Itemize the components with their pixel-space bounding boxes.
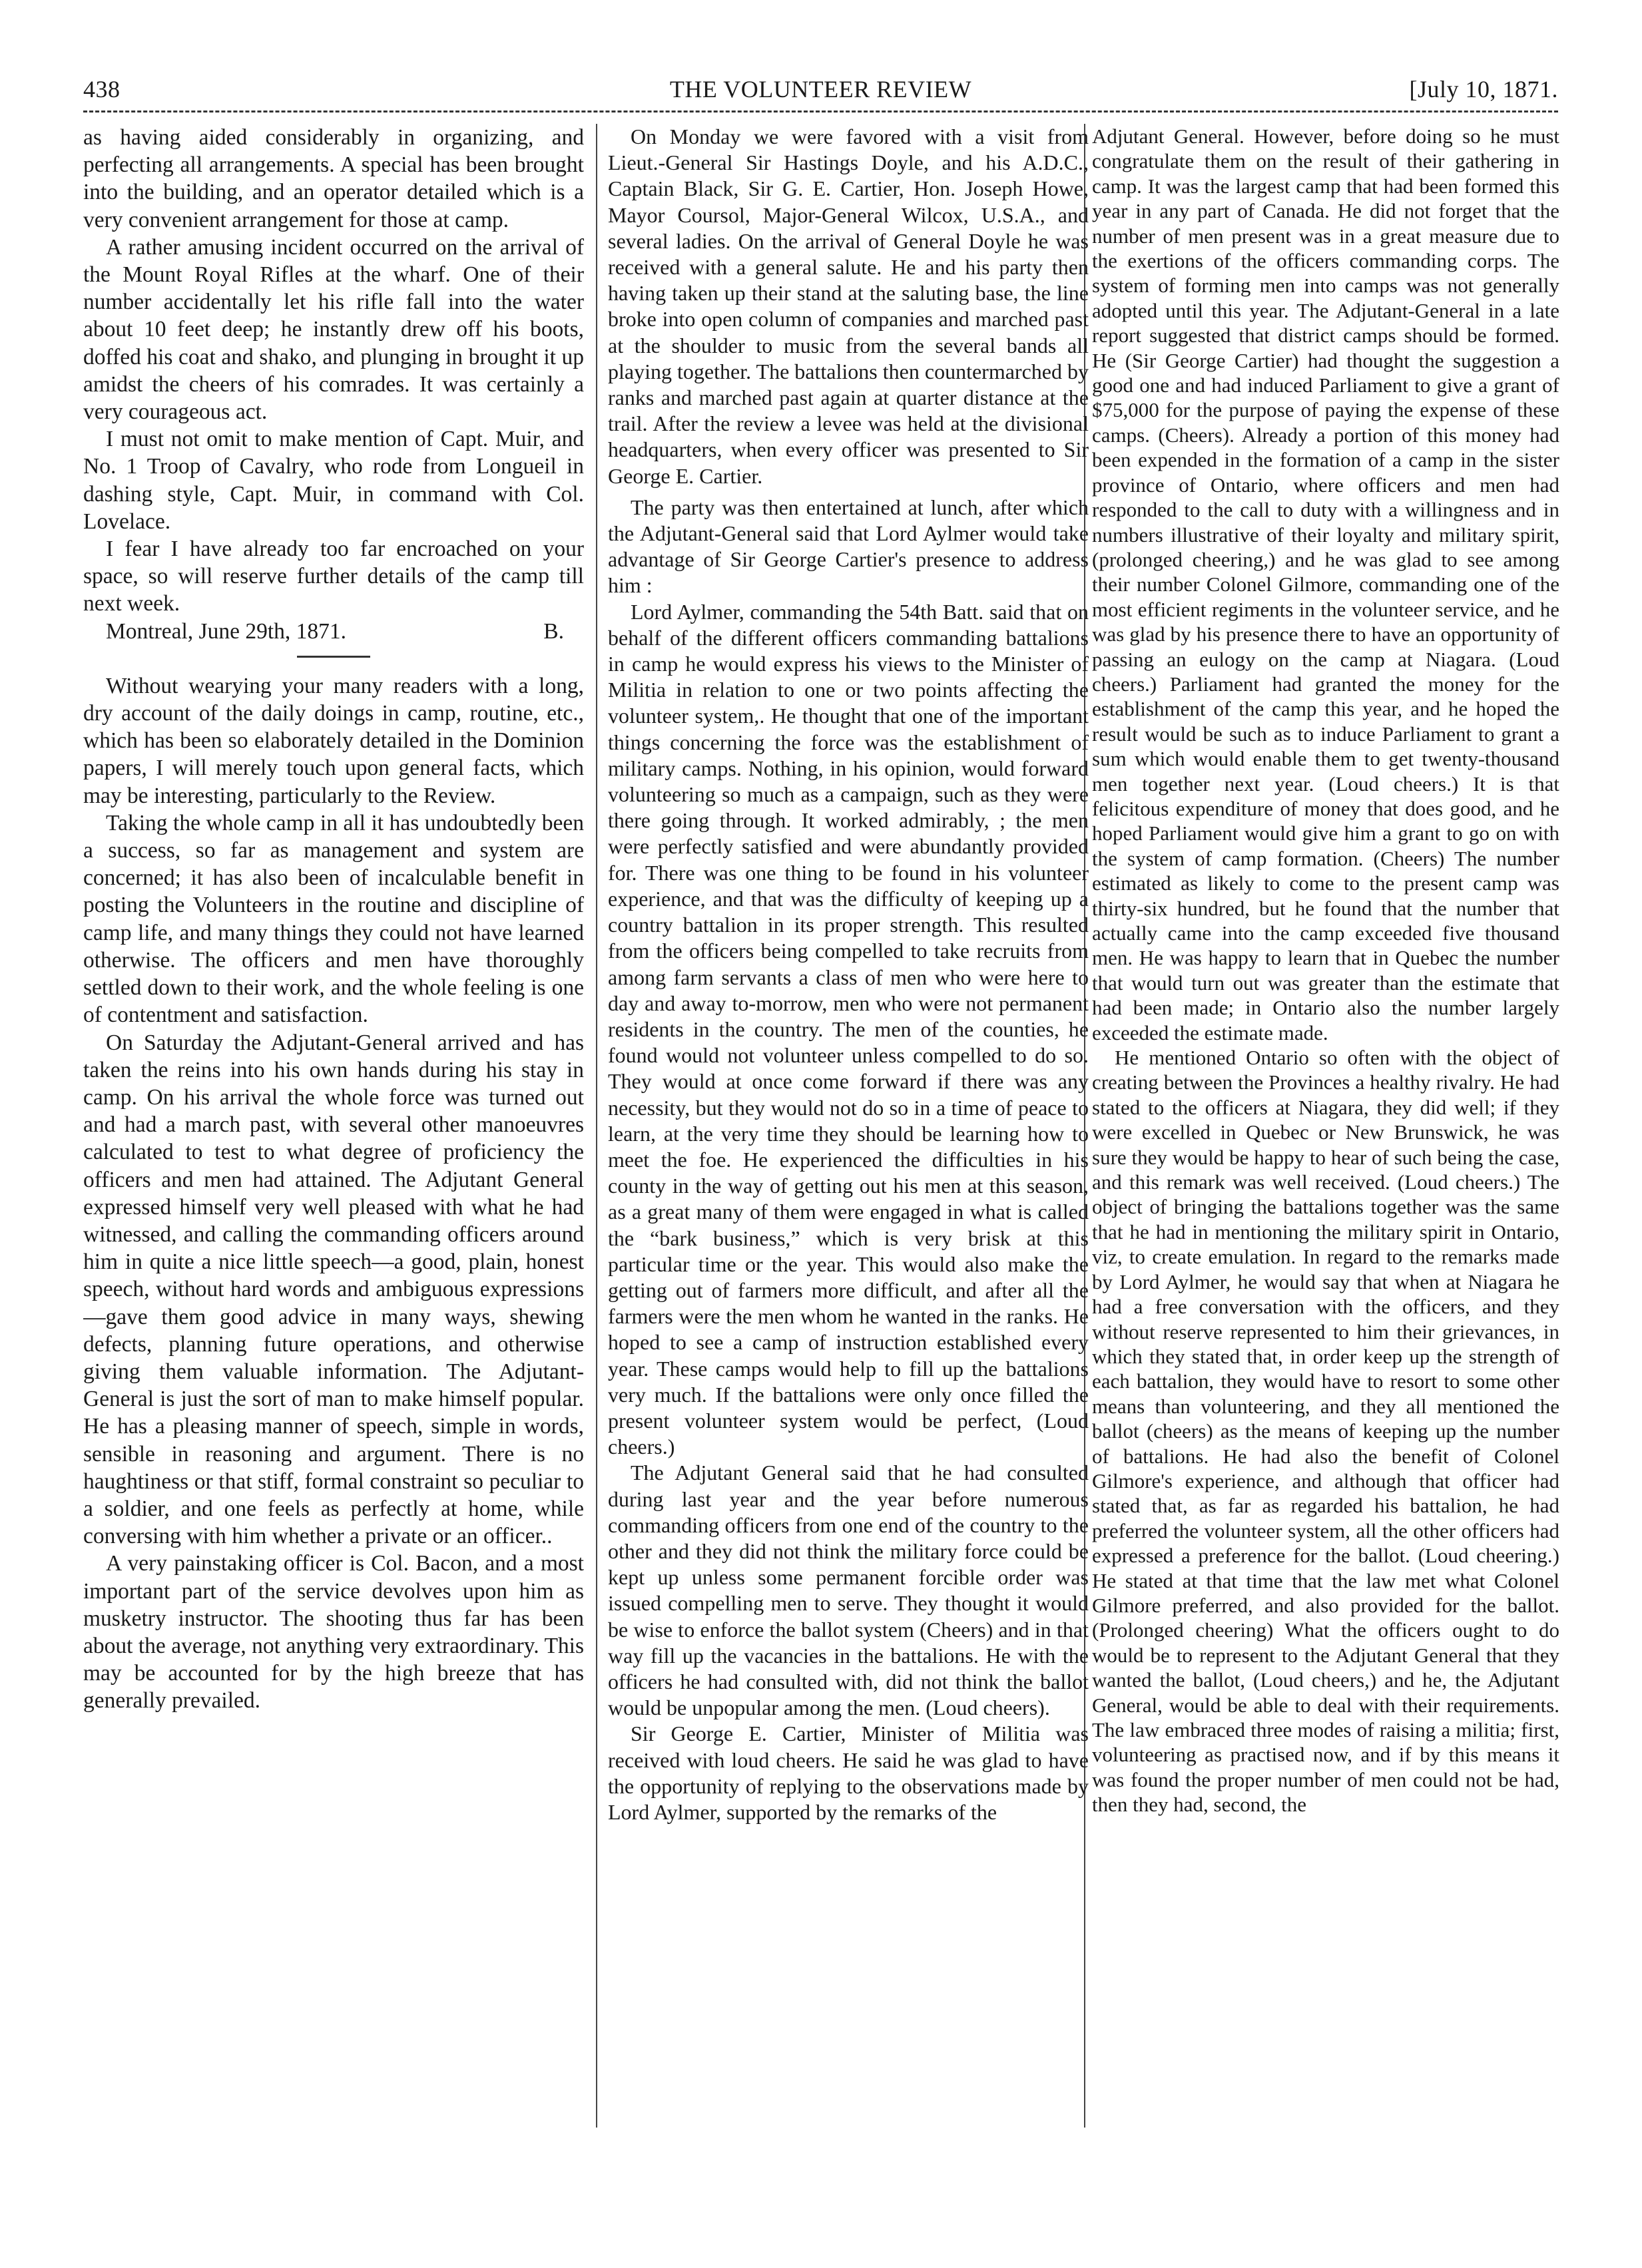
signature-line [83,618,584,645]
paragraph: The party was then entertained at lunch, after which the Adjutant-General said that Lord Aylmer would take advantage of Sir George Cartier's presence to address him : [608,495,1089,598]
dateline: Montreal, June 29th, 1871. [106,618,347,644]
running-title: THE VOLUNTEER REVIEW [669,76,972,103]
header-rule [83,111,1558,113]
paragraph: A very painstaking officer is Col. Bacon, and a most important part of the service devolves upon him as musketry instructor. The shooting thus far has been about the average, not anything very extraordinary. This may be accounted for by the high breeze that has generally prevailed. [83,1551,584,1713]
paragraph: The Adjutant General said that he had consulted during last year and the year before numerous commanding officers from one end of the country to the other and they did not think the military force could be kept up unless some permanent forcible order was issued compelling men to serve. They thought it would be wise to enforce the ballot system (Cheers) and in that way fill up the vacancies in the battalions. He with the officers he had consulted with, did not think the ballot would be unpopular among the men. (Loud cheers). [608,1461,1089,1720]
section-separator [297,656,370,658]
paragraph: I fear I have already too far encroached on your space, so will reserve further details of the camp till next week. [83,537,584,616]
column-1 [83,124,584,2184]
paragraph: He mentioned Ontario so often with the object of creating between the Provinces a healthy rivalry. He had stated to the officers at Niagara, they did well; if they were excelled in Quebec or New Brunswick, he was sure they would be happy to hear of such being the case, and this remark was well received. (Loud cheers.) The object of bringing the battalions together was the same that he had in mentioning the military spirit in Ontario, viz, to create emulation. In regard to the remarks made by Lord Aylmer, he would say that when at Niagara he had a free conversation with the officers, and they without reserve represented to him their grievances, in which they stated that, in order keep up the strength of each battalion, they would have to resort to some other means than volunteering, and they all mentioned the ballot (cheers) as the means of keeping up the number of battalions. He had also the benefit of Colonel Gilmore's experience, and although that officer had stated that, as far as regarded his battalion, he had preferred the volunteer system, all the other officers had expressed a preference for the ballot. (Loud cheering.) He stated at that time that the law met what Colonel Gilmore preferred, and also provided for the ballot. (Prolonged cheering) What the officers ought to do would be to represent to the Adjutant General that they wanted the ballot, (Loud cheers,) and he, the Adjutant General, would be able to deal with their requirements. The law embraced three modes of raising a militia; first, volunteering as practised now, and if by this means it was found the proper number of men could not be had, then they had, second, the [1092,1046,1559,1817]
column-divider [596,124,597,2128]
paragraph: Adjutant General. However, before doing so he must congratulate them on the result of their gathering in camp. It was the largest camp that had been formed this year in any part of Canada. He did not forget that the number of men present was in a great measure due to the exertions of the officers commanding corps. The system of forming men into camps was not generally adopted until this year. The Adjutant-General in a late report suggested that district camps should be formed. He (Sir George Cartier) had thought the suggestion a good one and had induced Parliament to give a grant of $75,000 for the purpose of paying the expense of these camps. (Cheers). Already a portion of this money had been expended in the formation of a camp in the sister province of Ontario, where officers and men had responded to the call to duty with a willingness and in numbers illustrative of their loyalty and military spirit, (prolonged cheering,) and he was glad to see among their number Colonel Gilmore, commanding one of the most efficient regiments in the volunteer service, and he was glad by his presence there to have an opportunity of passing an eulogy on the camp at Niagara. (Loud cheers.) Parliament had granted the money for the establishment of the camp this year, and he hoped the result would be such as to induce Parliament to grant a sum which would enable them to get twenty-thousand men together next year. (Loud cheers.) It is that felicitous expenditure of money that does good, and he hoped Parliament would give him a grant to go on with the system of camp formation. (Cheers) The number estimated as likely to come to the present camp was thirty-six hundred, but he found that the number that actually came into the camp exceeded five thousand men. He was happy to learn that in Quebec the number that would turn out was greater than the estimate that had been made; in Ontario also the number largely exceeded the estimate made. [1092,124,1559,1044]
paragraph: On Saturday the Adjutant-General arrived and has taken the reins into his own hands during his stay in camp. On his arrival the whole force was turned out and had a march past, with several other manoeuvres calculated to test to what degree of proficiency the officers and men had attained. The Adjutant General expressed himself very well pleased with what he had witnessed, and calling the commanding officers around him in quite a nice little speech—a good, plain, honest speech, without hard words and ambiguous expressions—gave them good advice in many ways, shewing defects, planning future operations, and otherwise giving them valuable information. The Adjutant-General is just the sort of man to make himself popular. He has a pleasing manner of speech, simple in words, sensible in reasoning and argument. There is no haughtiness or that stiff, formal constraint so peculiar to a soldier, and one feels as perfectly at home, while conversing with him whether a private or an officer.. [83,1030,584,1549]
paragraph: Taking the whole camp in all it has undoubtedly been a success, so far as management and system are concerned; it has also been of incalculable benefit in posting the Volunteers in the routine and discipline of camp life, and many things they could not have learned otherwise. The officers and men have thoroughly settled down to their work, and the whole feeling is one of contentment and satisfaction. [83,810,584,1028]
paragraph: Lord Aylmer, commanding the 54th Batt. said that on behalf of the different officers commanding battalions in camp he would express his views to the Minister of Militia in relation to one or two points affecting the volunteer system,. He thought that one of the important things concerning the force was the establishment of military camps. Nothing, in his opinion, would forward volunteering so much as a campaign, such as they were there going through. It worked admirably, ; the men were perfectly satisfied and were abundantly provided for. There was one thing to be found in his volunteer experience, and that was the difficulty of keeping up a country battalion in its proper strength. This resulted from the officers being compelled to take recruits from among farm servants a class of men who were here to day and away to-morrow, men who were not permanent residents in the country. The men of the counties, he found would not volunteer unless compelled to do so. They would at once come forward if there was any necessity, but they would not do so in a time of peace to learn, at the very time they should be learning how to meet the foe. He experienced the difficulties in his county in the way of getting out his men at this season, as a great many of them were engaged in what is called the “bark business,” which is very brisk at this particular time or the year. This would also make the getting out of farmers more difficult, and after all the farmers were the men whom he wanted in the ranks. He hoped to see a camp of instruction established every year. These camps would help to fill up the battalions very much. If the battalions were only once filled the present volunteer system would be perfect, (Loud cheers.) [608,599,1089,1459]
signature-initial: B. [543,618,564,644]
page-header [83,72,1558,107]
paragraph: A rather amusing incident occurred on the arrival of the Mount Royal Rifles at the wharf. One of their number accidentally let his rifle fall into the water about 10 feet deep; he instantly drew off his boots, doffed his coat and shako, and plunging in brought it up amidst the cheers of his comrades. It was certainly a very courageous act. [83,234,584,425]
paragraph: as having aided considerably in organizing, and perfecting all arrangements. A special has been brought into the building, and an operator detailed which is a very convenient arrangement for those at camp. [83,125,584,232]
page-number: 438 [83,76,121,103]
paragraph: Without wearying your many readers with a long, dry account of the daily doings in camp, routine, etc., which has been so elaborately detailed in the Dominion papers, I will merely touch upon general facts, which may be interesting, particularly to the Review. [83,673,584,808]
column-2 [608,124,1089,2184]
paragraph: On Monday we were favored with a visit from Lieut.-General Sir Hastings Doyle, and his A.D.C., Captain Black, Sir G. E. Cartier, Hon. Joseph Howe, Mayor Coursol, Major-General Wilcox, U.S.A., and several ladies. On the arrival of General Doyle he was received with a general salute. He and his party then having taken up their stand at the saluting base, the line broke into open column of companies and marched past at the shoulder to music from the several bands all playing together. The battalions then countermarched by ranks and marched past again at quarter distance at the trail. After the review a levee was held at the divisional headquarters, when every officer was presented to Sir George E. Cartier. [608,124,1089,488]
paragraph: I must not omit to make mention of Capt. Muir, and No. 1 Troop of Cavalry, who rode from Longueil in dashing style, Capt. Muir, in command with Col. Lovelace. [83,427,584,534]
paragraph: Sir George E. Cartier, Minister of Militia was received with loud cheers. He said he was glad to have the opportunity of replying to the observations made by Lord Aylmer, supported by the remarks of the [608,1721,1089,1824]
column-3 [1092,124,1559,2184]
issue-date: [July 10, 1871. [1409,76,1558,103]
